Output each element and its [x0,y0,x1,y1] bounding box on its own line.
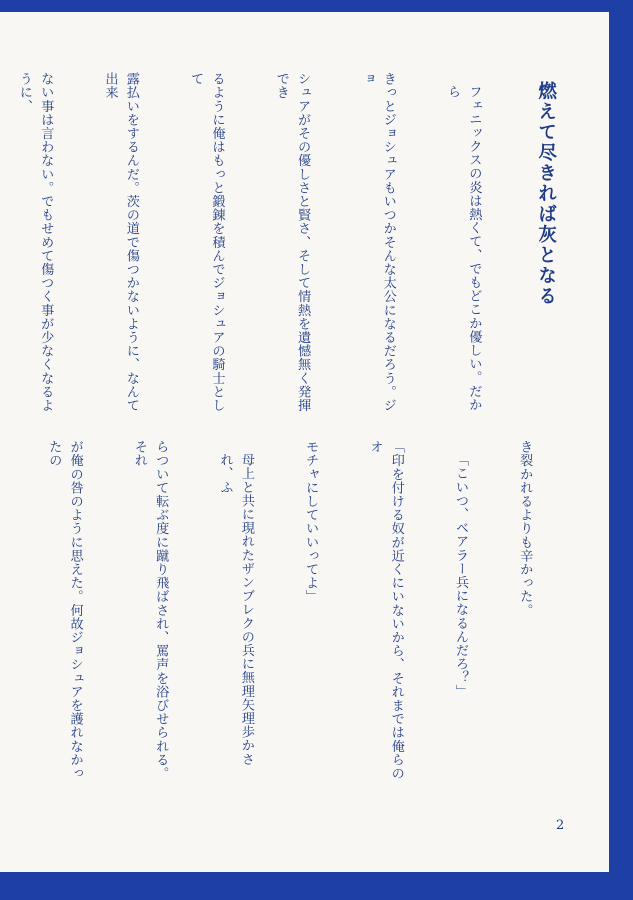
page-frame-right [609,0,633,900]
text-line: モチャにしていいってよ」 [303,440,319,604]
text-line: きっとジョシュアもいつかそんな太公になるだろう。ジョ [359,72,396,412]
text-line: 露払いをするんだ。茨の道で傷つかないように、なんて出来 [102,72,139,412]
lower-text-block [46,440,578,792]
text-line: 「こいつ、ベアラー兵になるんだろ？」 [452,453,468,698]
text-line: が俺の咎のように思えた。何故ジョシュアを護れなかったの [46,440,83,780]
story-title: 燃えて尽きれば灰となる [535,81,557,307]
page-frame-bottom [0,872,633,900]
text-line: シュアがその優しさと賢さ、そして情熱を遺憾無く発揮でき [273,72,311,412]
text-line: るように俺はもっと鍛錬を積んでジョシュアの騎士として [188,72,225,412]
text-line: フェニックスの炎は熱くて、でもどこか優しい。だから [444,85,482,412]
text-line: 「印を付ける奴が近くにいないから、それまでは俺らのオ [367,440,404,780]
text-line: らついて転ぶ度に蹴り飛ばされ、罵声を浴びせられる。それ [131,440,169,780]
text-line: き裂かれるよりも辛かった。 [517,440,533,617]
page-number: 2 [556,818,565,833]
page-frame-top [0,0,633,12]
text-line: 母上と共に現れたザンブレクの兵に無理矢理歩かされ、ふ [217,453,254,766]
upper-text-block [16,72,578,412]
text-line: ない事は言わない。でもせめて傷つく事が少なくなるように、 [16,72,54,412]
